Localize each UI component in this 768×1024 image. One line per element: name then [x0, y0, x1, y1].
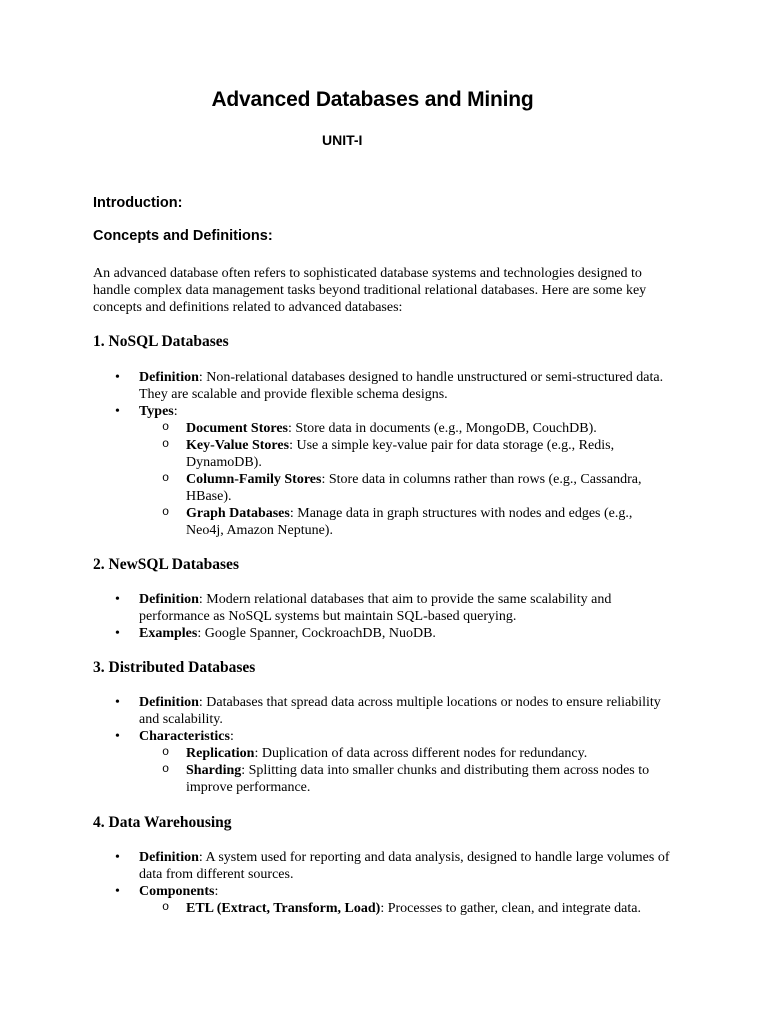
- term-text: : Duplication of data across different nodes for redundancy.: [254, 746, 588, 761]
- term-text: : Databases that spread data across multiple locations or nodes to ensure reliability and scalability.: [139, 695, 661, 727]
- term-text: : Use a simple key-value pair for data storage (e.g., Redis, DynamoDB).: [186, 438, 615, 470]
- list-item: [112, 591, 672, 625]
- unit-label: UNIT-I: [322, 132, 363, 148]
- list-item: [112, 883, 672, 917]
- list-item: [112, 625, 672, 642]
- concepts-heading: Concepts and Definitions:: [93, 228, 273, 244]
- sub-list-item: [139, 745, 672, 762]
- term-label: Definition: [139, 370, 199, 385]
- term-label: Document Stores: [186, 421, 289, 436]
- term-label: Definition: [139, 592, 199, 607]
- term-text: : Modern relational databases that aim to provide the same scalability and performance as NoSQL systems but maintain SQL-based querying.: [139, 592, 612, 624]
- term-label: Sharding: [186, 763, 242, 778]
- intro-paragraph: An advanced database often refers to sophisticated database systems and technologies designed to handle complex data management tasks beyond traditional relational databases. Here are some key concepts and definitions related to advanced databases:: [93, 266, 647, 315]
- section-list: [112, 694, 672, 796]
- term-label: Graph Databases: [186, 506, 290, 521]
- term-label: Characteristics: [139, 729, 230, 744]
- term-text: : Non-relational databases designed to handle unstructured or semi-structured data. They are scalable and provide flexible schema designs.: [139, 370, 664, 402]
- sub-list-item: [139, 505, 672, 539]
- list-item: [112, 369, 672, 403]
- list-item: [112, 728, 672, 796]
- term-text: : Store data in columns rather than rows (e.g., Cassandra, HBase).: [186, 472, 642, 504]
- section-heading: 4. Data Warehousing: [93, 814, 232, 831]
- term-label: ETL (Extract, Transform, Load): [186, 901, 381, 916]
- introduction-heading: Introduction:: [93, 195, 183, 211]
- term-label: Components: [139, 884, 215, 899]
- section-heading: 2. NewSQL Databases: [93, 556, 239, 573]
- term-label: Replication: [186, 746, 255, 761]
- term-text: :: [229, 729, 234, 744]
- sub-list: [139, 900, 672, 917]
- sub-list: [139, 745, 672, 796]
- section-list: [112, 849, 672, 917]
- term-label: Examples: [139, 626, 198, 641]
- term-text: : A system used for reporting and data analysis, designed to handle large volumes of data from different sources.: [139, 850, 670, 882]
- term-label: Types: [139, 404, 174, 419]
- section-heading: 3. Distributed Databases: [93, 659, 256, 676]
- list-item: [112, 694, 672, 728]
- section-list: [112, 591, 672, 642]
- term-text: : Google Spanner, CockroachDB, NuoDB.: [197, 626, 436, 641]
- document-title: Advanced Databases and Mining: [211, 88, 534, 111]
- term-text: : Manage data in graph structures with nodes and edges (e.g., Neo4j, Amazon Neptune).: [186, 506, 633, 538]
- sub-list-item: [139, 762, 672, 796]
- sub-list-item: [139, 471, 672, 505]
- sub-list: [139, 420, 672, 539]
- sub-list-item: [139, 437, 672, 471]
- term-text: :: [214, 884, 219, 899]
- term-label: Definition: [139, 850, 199, 865]
- term-label: Column-Family Stores: [186, 472, 322, 487]
- sub-list-item: [139, 420, 672, 437]
- list-item: [112, 849, 672, 883]
- section-list: [112, 369, 672, 539]
- term-label: Definition: [139, 695, 199, 710]
- term-text: : Splitting data into smaller chunks and distributing them across nodes to improve performance.: [186, 763, 650, 795]
- section-heading: 1. NoSQL Databases: [93, 333, 229, 350]
- term-text: : Processes to gather, clean, and integrate data.: [380, 901, 641, 916]
- list-item: [112, 403, 672, 539]
- sub-list-item: [139, 900, 672, 917]
- term-label: Key-Value Stores: [186, 438, 290, 453]
- term-text: :: [173, 404, 178, 419]
- term-text: : Store data in documents (e.g., MongoDB, CouchDB).: [288, 421, 597, 436]
